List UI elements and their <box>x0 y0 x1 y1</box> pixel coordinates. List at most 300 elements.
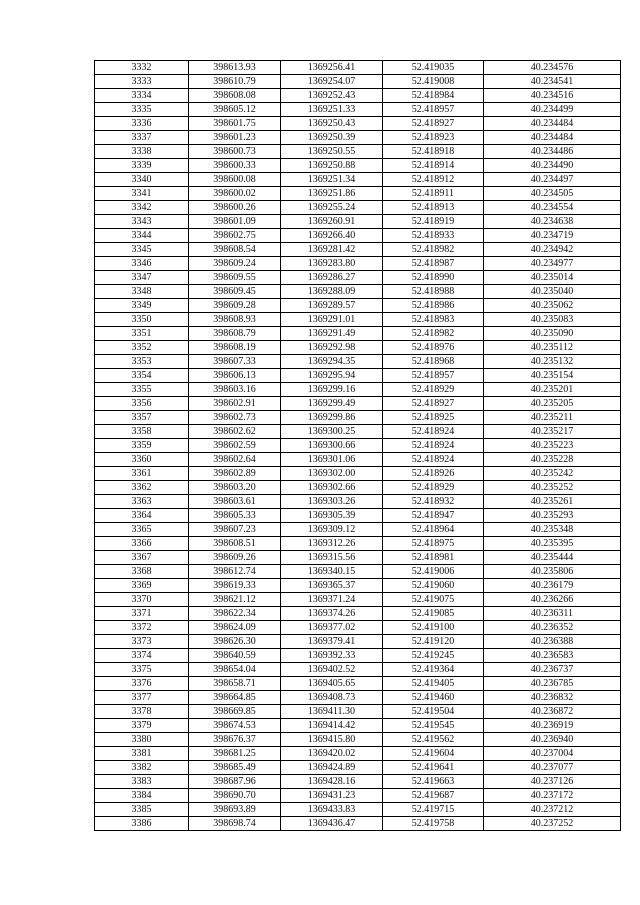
longitude-cell: 40.236785 <box>484 677 621 691</box>
latitude-cell: 52.418925 <box>383 411 484 425</box>
longitude-cell: 40.235132 <box>484 355 621 369</box>
easting-cell: 398624.09 <box>189 621 281 635</box>
latitude-cell: 52.419545 <box>383 719 484 733</box>
table-row <box>95 89 621 103</box>
point-number-cell: 3342 <box>95 201 189 215</box>
latitude-cell: 52.418927 <box>383 117 484 131</box>
point-number-cell: 3372 <box>95 621 189 635</box>
table-row <box>95 733 621 747</box>
latitude-cell: 52.418924 <box>383 453 484 467</box>
table-row <box>95 117 621 131</box>
latitude-cell: 52.418986 <box>383 299 484 313</box>
table-row <box>95 677 621 691</box>
easting-cell: 398674.53 <box>189 719 281 733</box>
table-row <box>95 425 621 439</box>
latitude-cell: 52.418982 <box>383 327 484 341</box>
northing-cell: 1369255.24 <box>281 201 383 215</box>
northing-cell: 1369402.52 <box>281 663 383 677</box>
longitude-cell: 40.234977 <box>484 257 621 271</box>
longitude-cell: 40.235806 <box>484 565 621 579</box>
longitude-cell: 40.235228 <box>484 453 621 467</box>
longitude-cell: 40.237212 <box>484 803 621 817</box>
point-number-cell: 3375 <box>95 663 189 677</box>
point-number-cell: 3347 <box>95 271 189 285</box>
table-row <box>95 565 621 579</box>
northing-cell: 1369301.06 <box>281 453 383 467</box>
easting-cell: 398612.74 <box>189 565 281 579</box>
northing-cell: 1369288.09 <box>281 285 383 299</box>
table-row <box>95 201 621 215</box>
longitude-cell: 40.234942 <box>484 243 621 257</box>
easting-cell: 398608.79 <box>189 327 281 341</box>
easting-cell: 398602.64 <box>189 453 281 467</box>
longitude-cell: 40.235201 <box>484 383 621 397</box>
longitude-cell: 40.235014 <box>484 271 621 285</box>
latitude-cell: 52.418929 <box>383 383 484 397</box>
longitude-cell: 40.235261 <box>484 495 621 509</box>
table-row <box>95 369 621 383</box>
latitude-cell: 52.419364 <box>383 663 484 677</box>
longitude-cell: 40.234638 <box>484 215 621 229</box>
northing-cell: 1369428.16 <box>281 775 383 789</box>
longitude-cell: 40.234499 <box>484 103 621 117</box>
table-row <box>95 103 621 117</box>
easting-cell: 398600.02 <box>189 187 281 201</box>
latitude-cell: 52.419085 <box>383 607 484 621</box>
easting-cell: 398693.89 <box>189 803 281 817</box>
latitude-cell: 52.419460 <box>383 691 484 705</box>
easting-cell: 398608.51 <box>189 537 281 551</box>
point-number-cell: 3377 <box>95 691 189 705</box>
longitude-cell: 40.236583 <box>484 649 621 663</box>
point-number-cell: 3355 <box>95 383 189 397</box>
easting-cell: 398600.08 <box>189 173 281 187</box>
easting-cell: 398626.30 <box>189 635 281 649</box>
northing-cell: 1369365.37 <box>281 579 383 593</box>
northing-cell: 1369309.12 <box>281 523 383 537</box>
coordinates-table-body <box>95 61 621 831</box>
table-row <box>95 719 621 733</box>
point-number-cell: 3365 <box>95 523 189 537</box>
northing-cell: 1369379.41 <box>281 635 383 649</box>
latitude-cell: 52.419120 <box>383 635 484 649</box>
longitude-cell: 40.236832 <box>484 691 621 705</box>
longitude-cell: 40.236266 <box>484 593 621 607</box>
northing-cell: 1369299.49 <box>281 397 383 411</box>
table-row <box>95 691 621 705</box>
longitude-cell: 40.235293 <box>484 509 621 523</box>
longitude-cell: 40.236352 <box>484 621 621 635</box>
point-number-cell: 3386 <box>95 817 189 831</box>
latitude-cell: 52.419100 <box>383 621 484 635</box>
longitude-cell: 40.234541 <box>484 75 621 89</box>
latitude-cell: 52.418914 <box>383 159 484 173</box>
point-number-cell: 3357 <box>95 411 189 425</box>
table-row <box>95 383 621 397</box>
easting-cell: 398608.54 <box>189 243 281 257</box>
latitude-cell: 52.419008 <box>383 75 484 89</box>
northing-cell: 1369300.66 <box>281 439 383 453</box>
northing-cell: 1369411.30 <box>281 705 383 719</box>
longitude-cell: 40.234484 <box>484 117 621 131</box>
easting-cell: 398658.71 <box>189 677 281 691</box>
latitude-cell: 52.418933 <box>383 229 484 243</box>
point-number-cell: 3368 <box>95 565 189 579</box>
point-number-cell: 3334 <box>95 89 189 103</box>
easting-cell: 398621.12 <box>189 593 281 607</box>
point-number-cell: 3360 <box>95 453 189 467</box>
point-number-cell: 3336 <box>95 117 189 131</box>
point-number-cell: 3384 <box>95 789 189 803</box>
northing-cell: 1369414.42 <box>281 719 383 733</box>
latitude-cell: 52.418913 <box>383 201 484 215</box>
northing-cell: 1369260.91 <box>281 215 383 229</box>
point-number-cell: 3343 <box>95 215 189 229</box>
table-row <box>95 635 621 649</box>
easting-cell: 398602.62 <box>189 425 281 439</box>
longitude-cell: 40.236919 <box>484 719 621 733</box>
easting-cell: 398600.73 <box>189 145 281 159</box>
easting-cell: 398685.49 <box>189 761 281 775</box>
northing-cell: 1369340.15 <box>281 565 383 579</box>
northing-cell: 1369295.94 <box>281 369 383 383</box>
point-number-cell: 3341 <box>95 187 189 201</box>
latitude-cell: 52.418947 <box>383 509 484 523</box>
longitude-cell: 40.235040 <box>484 285 621 299</box>
northing-cell: 1369266.40 <box>281 229 383 243</box>
point-number-cell: 3366 <box>95 537 189 551</box>
table-row <box>95 523 621 537</box>
northing-cell: 1369250.43 <box>281 117 383 131</box>
longitude-cell: 40.235112 <box>484 341 621 355</box>
point-number-cell: 3374 <box>95 649 189 663</box>
latitude-cell: 52.419405 <box>383 677 484 691</box>
northing-cell: 1369292.98 <box>281 341 383 355</box>
easting-cell: 398622.34 <box>189 607 281 621</box>
table-row <box>95 313 621 327</box>
longitude-cell: 40.234484 <box>484 131 621 145</box>
easting-cell: 398608.93 <box>189 313 281 327</box>
point-number-cell: 3349 <box>95 299 189 313</box>
easting-cell: 398690.70 <box>189 789 281 803</box>
northing-cell: 1369250.55 <box>281 145 383 159</box>
point-number-cell: 3348 <box>95 285 189 299</box>
longitude-cell: 40.234516 <box>484 89 621 103</box>
latitude-cell: 52.419245 <box>383 649 484 663</box>
latitude-cell: 52.418976 <box>383 341 484 355</box>
longitude-cell: 40.235205 <box>484 397 621 411</box>
easting-cell: 398607.33 <box>189 355 281 369</box>
latitude-cell: 52.418927 <box>383 397 484 411</box>
table-row <box>95 817 621 831</box>
northing-cell: 1369291.49 <box>281 327 383 341</box>
longitude-cell: 40.234505 <box>484 187 621 201</box>
table-row <box>95 649 621 663</box>
northing-cell: 1369299.16 <box>281 383 383 397</box>
table-row <box>95 355 621 369</box>
northing-cell: 1369433.83 <box>281 803 383 817</box>
latitude-cell: 52.418924 <box>383 439 484 453</box>
northing-cell: 1369286.27 <box>281 271 383 285</box>
longitude-cell: 40.235062 <box>484 299 621 313</box>
northing-cell: 1369305.39 <box>281 509 383 523</box>
easting-cell: 398609.26 <box>189 551 281 565</box>
table-row <box>95 761 621 775</box>
point-number-cell: 3379 <box>95 719 189 733</box>
easting-cell: 398605.12 <box>189 103 281 117</box>
longitude-cell: 40.235242 <box>484 467 621 481</box>
latitude-cell: 52.419604 <box>383 747 484 761</box>
table-row <box>95 509 621 523</box>
easting-cell: 398676.37 <box>189 733 281 747</box>
easting-cell: 398602.91 <box>189 397 281 411</box>
easting-cell: 398602.59 <box>189 439 281 453</box>
easting-cell: 398607.23 <box>189 523 281 537</box>
easting-cell: 398664.85 <box>189 691 281 705</box>
latitude-cell: 52.419075 <box>383 593 484 607</box>
latitude-cell: 52.419035 <box>383 61 484 75</box>
longitude-cell: 40.237004 <box>484 747 621 761</box>
easting-cell: 398609.24 <box>189 257 281 271</box>
longitude-cell: 40.234497 <box>484 173 621 187</box>
latitude-cell: 52.419060 <box>383 579 484 593</box>
latitude-cell: 52.418968 <box>383 355 484 369</box>
latitude-cell: 52.418923 <box>383 131 484 145</box>
northing-cell: 1369315.56 <box>281 551 383 565</box>
northing-cell: 1369291.01 <box>281 313 383 327</box>
northing-cell: 1369436.47 <box>281 817 383 831</box>
longitude-cell: 40.235090 <box>484 327 621 341</box>
table-row <box>95 327 621 341</box>
table-row <box>95 159 621 173</box>
northing-cell: 1369281.42 <box>281 243 383 257</box>
longitude-cell: 40.235252 <box>484 481 621 495</box>
table-row <box>95 215 621 229</box>
latitude-cell: 52.418988 <box>383 285 484 299</box>
longitude-cell: 40.236940 <box>484 733 621 747</box>
point-number-cell: 3345 <box>95 243 189 257</box>
point-number-cell: 3337 <box>95 131 189 145</box>
northing-cell: 1369256.41 <box>281 61 383 75</box>
northing-cell: 1369377.02 <box>281 621 383 635</box>
longitude-cell: 40.237126 <box>484 775 621 789</box>
latitude-cell: 52.418990 <box>383 271 484 285</box>
latitude-cell: 52.418918 <box>383 145 484 159</box>
table-row <box>95 229 621 243</box>
point-number-cell: 3361 <box>95 467 189 481</box>
point-number-cell: 3370 <box>95 593 189 607</box>
easting-cell: 398601.75 <box>189 117 281 131</box>
latitude-cell: 52.418964 <box>383 523 484 537</box>
point-number-cell: 3333 <box>95 75 189 89</box>
easting-cell: 398605.33 <box>189 509 281 523</box>
point-number-cell: 3346 <box>95 257 189 271</box>
longitude-cell: 40.235211 <box>484 411 621 425</box>
northing-cell: 1369300.25 <box>281 425 383 439</box>
point-number-cell: 3354 <box>95 369 189 383</box>
latitude-cell: 52.418919 <box>383 215 484 229</box>
longitude-cell: 40.236737 <box>484 663 621 677</box>
latitude-cell: 52.418983 <box>383 313 484 327</box>
latitude-cell: 52.418912 <box>383 173 484 187</box>
point-number-cell: 3350 <box>95 313 189 327</box>
point-number-cell: 3378 <box>95 705 189 719</box>
easting-cell: 398603.20 <box>189 481 281 495</box>
northing-cell: 1369374.26 <box>281 607 383 621</box>
latitude-cell: 52.419715 <box>383 803 484 817</box>
latitude-cell: 52.419758 <box>383 817 484 831</box>
table-row <box>95 341 621 355</box>
longitude-cell: 40.234486 <box>484 145 621 159</box>
easting-cell: 398603.61 <box>189 495 281 509</box>
longitude-cell: 40.237172 <box>484 789 621 803</box>
easting-cell: 398601.09 <box>189 215 281 229</box>
latitude-cell: 52.418929 <box>383 481 484 495</box>
longitude-cell: 40.235217 <box>484 425 621 439</box>
point-number-cell: 3344 <box>95 229 189 243</box>
easting-cell: 398600.33 <box>189 159 281 173</box>
longitude-cell: 40.235395 <box>484 537 621 551</box>
table-row <box>95 579 621 593</box>
latitude-cell: 52.418957 <box>383 369 484 383</box>
northing-cell: 1369250.39 <box>281 131 383 145</box>
northing-cell: 1369250.88 <box>281 159 383 173</box>
longitude-cell: 40.235083 <box>484 313 621 327</box>
northing-cell: 1369251.86 <box>281 187 383 201</box>
point-number-cell: 3371 <box>95 607 189 621</box>
coordinates-table <box>94 60 621 831</box>
easting-cell: 398600.26 <box>189 201 281 215</box>
longitude-cell: 40.236388 <box>484 635 621 649</box>
point-number-cell: 3376 <box>95 677 189 691</box>
table-row <box>95 453 621 467</box>
latitude-cell: 52.418984 <box>383 89 484 103</box>
table-row <box>95 397 621 411</box>
northing-cell: 1369431.23 <box>281 789 383 803</box>
easting-cell: 398609.28 <box>189 299 281 313</box>
longitude-cell: 40.236311 <box>484 607 621 621</box>
latitude-cell: 52.418982 <box>383 243 484 257</box>
longitude-cell: 40.235223 <box>484 439 621 453</box>
northing-cell: 1369303.26 <box>281 495 383 509</box>
latitude-cell: 52.418911 <box>383 187 484 201</box>
northing-cell: 1369312.26 <box>281 537 383 551</box>
table-row <box>95 537 621 551</box>
easting-cell: 398681.25 <box>189 747 281 761</box>
easting-cell: 398606.13 <box>189 369 281 383</box>
point-number-cell: 3356 <box>95 397 189 411</box>
point-number-cell: 3364 <box>95 509 189 523</box>
northing-cell: 1369289.57 <box>281 299 383 313</box>
longitude-cell: 40.236179 <box>484 579 621 593</box>
longitude-cell: 40.235348 <box>484 523 621 537</box>
easting-cell: 398619.33 <box>189 579 281 593</box>
table-row <box>95 271 621 285</box>
point-number-cell: 3380 <box>95 733 189 747</box>
point-number-cell: 3353 <box>95 355 189 369</box>
table-row <box>95 775 621 789</box>
table-row <box>95 481 621 495</box>
easting-cell: 398602.75 <box>189 229 281 243</box>
longitude-cell: 40.234719 <box>484 229 621 243</box>
northing-cell: 1369283.80 <box>281 257 383 271</box>
table-row <box>95 75 621 89</box>
table-row <box>95 789 621 803</box>
point-number-cell: 3351 <box>95 327 189 341</box>
latitude-cell: 52.419504 <box>383 705 484 719</box>
point-number-cell: 3335 <box>95 103 189 117</box>
point-number-cell: 3385 <box>95 803 189 817</box>
table-row <box>95 803 621 817</box>
northing-cell: 1369252.43 <box>281 89 383 103</box>
longitude-cell: 40.237077 <box>484 761 621 775</box>
northing-cell: 1369405.65 <box>281 677 383 691</box>
longitude-cell: 40.234554 <box>484 201 621 215</box>
latitude-cell: 52.419641 <box>383 761 484 775</box>
table-row <box>95 705 621 719</box>
point-number-cell: 3358 <box>95 425 189 439</box>
table-row <box>95 145 621 159</box>
northing-cell: 1369302.00 <box>281 467 383 481</box>
northing-cell: 1369294.35 <box>281 355 383 369</box>
table-row <box>95 173 621 187</box>
latitude-cell: 52.418957 <box>383 103 484 117</box>
latitude-cell: 52.418924 <box>383 425 484 439</box>
table-row <box>95 593 621 607</box>
easting-cell: 398654.04 <box>189 663 281 677</box>
longitude-cell: 40.234490 <box>484 159 621 173</box>
point-number-cell: 3359 <box>95 439 189 453</box>
longitude-cell: 40.235444 <box>484 551 621 565</box>
northing-cell: 1369408.73 <box>281 691 383 705</box>
point-number-cell: 3373 <box>95 635 189 649</box>
table-row <box>95 285 621 299</box>
table-row <box>95 187 621 201</box>
longitude-cell: 40.237252 <box>484 817 621 831</box>
latitude-cell: 52.418926 <box>383 467 484 481</box>
point-number-cell: 3382 <box>95 761 189 775</box>
latitude-cell: 52.419562 <box>383 733 484 747</box>
table-row <box>95 411 621 425</box>
table-row <box>95 621 621 635</box>
easting-cell: 398640.59 <box>189 649 281 663</box>
table-row <box>95 467 621 481</box>
point-number-cell: 3339 <box>95 159 189 173</box>
easting-cell: 398601.23 <box>189 131 281 145</box>
table-row <box>95 747 621 761</box>
latitude-cell: 52.419663 <box>383 775 484 789</box>
easting-cell: 398698.74 <box>189 817 281 831</box>
northing-cell: 1369392.33 <box>281 649 383 663</box>
table-row <box>95 439 621 453</box>
northing-cell: 1369254.07 <box>281 75 383 89</box>
table-row <box>95 131 621 145</box>
northing-cell: 1369424.89 <box>281 761 383 775</box>
easting-cell: 398609.55 <box>189 271 281 285</box>
latitude-cell: 52.418975 <box>383 537 484 551</box>
point-number-cell: 3352 <box>95 341 189 355</box>
point-number-cell: 3383 <box>95 775 189 789</box>
latitude-cell: 52.418932 <box>383 495 484 509</box>
table-row <box>95 61 621 75</box>
point-number-cell: 3332 <box>95 61 189 75</box>
easting-cell: 398608.08 <box>189 89 281 103</box>
northing-cell: 1369415.80 <box>281 733 383 747</box>
easting-cell: 398610.79 <box>189 75 281 89</box>
point-number-cell: 3367 <box>95 551 189 565</box>
easting-cell: 398613.93 <box>189 61 281 75</box>
table-row <box>95 607 621 621</box>
